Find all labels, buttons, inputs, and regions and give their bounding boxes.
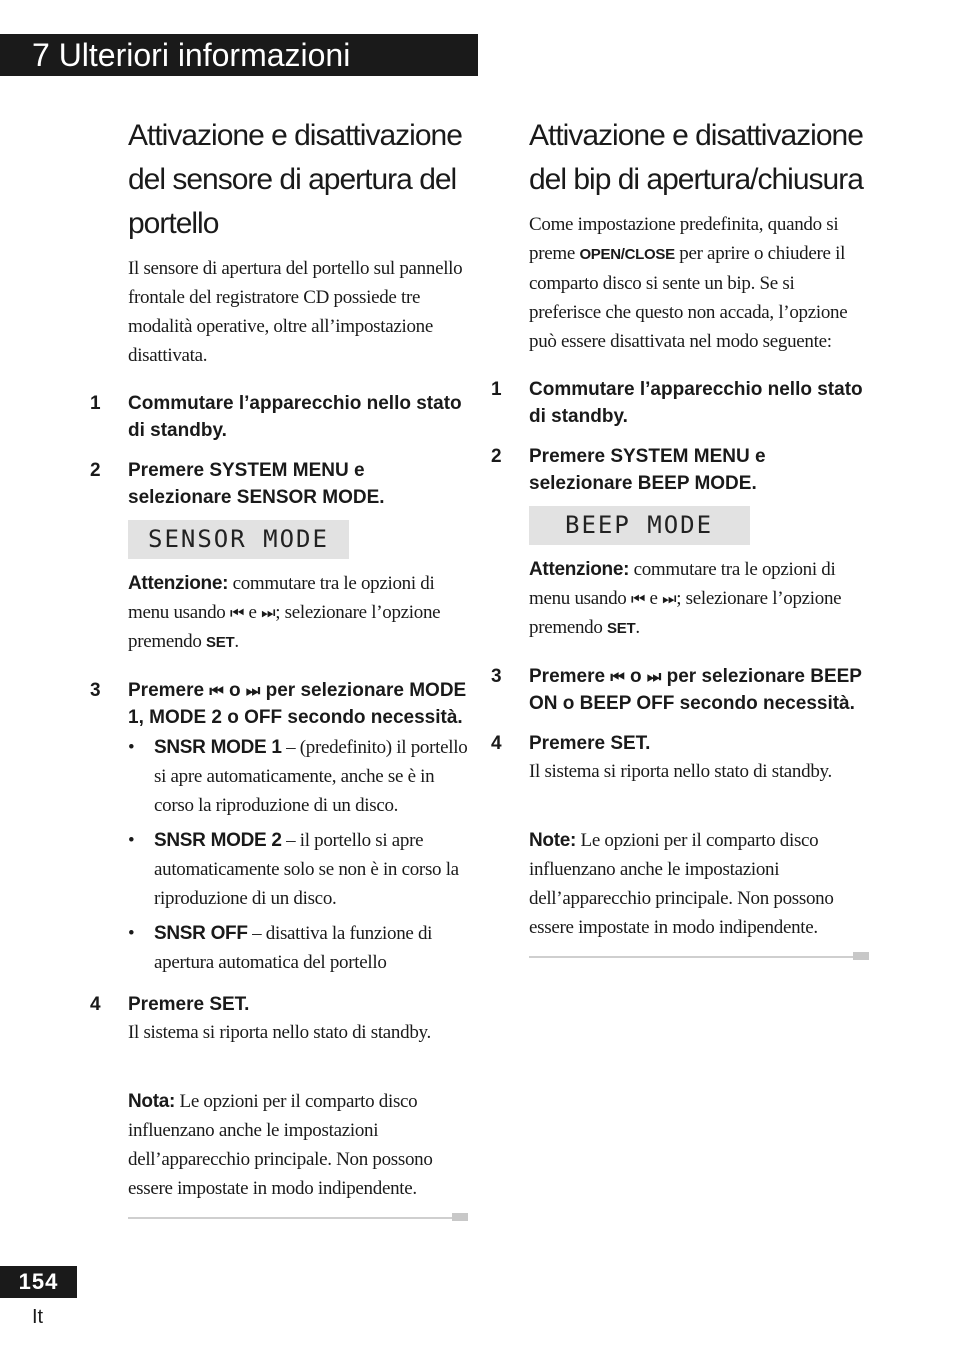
step-title [128,677,468,731]
set-key: SET [607,620,636,637]
step-title: Commutare l’apparecchio nello stato di standby. [128,393,462,441]
step-title-part: Premere [128,680,205,701]
mode-label: SNSR MODE 2 [154,830,282,851]
note-text [128,1087,468,1203]
step-2 [491,443,869,643]
attention-label: Attenzione: [529,559,630,580]
page-number: 154 [0,1266,77,1298]
step-title-part: per selezionare BEEP ON o BEEP OFF secondo necessità. [529,666,862,714]
skip-forward-icon: ⏭ [662,589,677,608]
step-title: Commutare l’apparecchio nello stato di standby. [529,379,863,427]
skip-back-icon: ⏮ [610,667,625,686]
step-number: 3 [90,680,101,701]
open-close-key: OPEN/CLOSE [579,246,675,263]
step-body: Il sistema si riporta nello stato di standby. [128,1022,431,1043]
right-column [491,114,869,960]
step-title-part: Premere [529,666,606,687]
step-title-part: o [229,680,241,701]
attention-part-a: commutare tra le opzioni di menu usando [128,573,435,623]
chapter-header [0,34,478,76]
section-title-sensor: Attivazione e disattivazione del sensore di apertura del portello [128,119,462,240]
note-body: Le opzioni per il comparto disco influenzano anche le impostazioni dell’apparecchio principale. Non possono essere impostate in modo indipendente. [128,1091,433,1199]
step-title: Premere SET. [128,994,250,1015]
step-1 [491,376,869,430]
lcd-display: SENSOR MODE [128,520,349,559]
section-end-rule [529,952,869,960]
note-label: Nota: [128,1091,176,1112]
list-item [128,826,468,913]
intro-part: Come impostazione predefinita, quando si preme [529,214,839,264]
skip-forward-icon: ⏭ [646,667,662,686]
attention-end: . [635,617,640,638]
mode-label: SNSR MODE 1 [154,737,282,758]
step-number: 1 [90,393,101,414]
step-number: 2 [491,446,502,467]
step-number: 3 [491,666,502,687]
step-title: Premere SET. [529,733,651,754]
rule-line [529,956,869,958]
step-number: 4 [90,994,101,1015]
step-1 [90,390,468,444]
mode-text: – disattiva la funzione di apertura automatica del portello [154,923,433,973]
list-item [128,733,468,820]
step-number: 4 [491,733,502,754]
skip-back-icon: ⏮ [229,603,245,622]
note-body: Le opzioni per il comparto disco influenzano anche le impostazioni dell’apparecchio principale. Non possono essere impostate in modo indipendente. [529,830,834,938]
rule-line [128,1217,468,1219]
list-item [128,919,468,977]
set-key: SET [206,634,235,651]
lcd-display: BEEP MODE [529,506,750,545]
attention-part-c: ; selezionare l’opzione premendo [128,602,441,652]
rule-marker [853,952,869,960]
bullet: • [128,737,135,758]
attention-part-a: commutare tra le opzioni di menu usando [529,559,836,609]
left-column [90,114,468,1221]
section-title-beep: Attivazione e disattivazione del bip di apertura/chiusura [529,119,863,196]
intro-part: per aprire o chiudere il comparto disco si sente un bip. Se si preferisce che questo non accada, l’opzione può essere disattivata nel modo seguente: [529,243,848,352]
skip-forward-icon: ⏭ [245,681,261,700]
skip-back-icon: ⏮ [209,681,224,700]
attention-end: . [234,631,239,652]
skip-back-icon: ⏮ [630,589,646,608]
bullet: • [128,923,135,944]
attention-label: Attenzione: [128,573,229,594]
step-title: Premere SYSTEM MENU e selezionare SENSOR MODE. [128,460,385,508]
mode-list [128,733,468,977]
step-title: Premere SYSTEM MENU e selezionare BEEP MODE. [529,446,766,494]
attention-part-c: ; selezionare l’opzione premendo [529,588,842,638]
step-title-part: per selezionare MODE 1, MODE 2 o OFF secondo necessità. [128,680,467,728]
step-3 [90,677,468,977]
step-4 [90,991,468,1047]
step-number: 2 [90,460,101,481]
step-number: 1 [491,379,502,400]
step-title [529,663,869,717]
chapter-title: 7 Ulteriori informazioni [32,37,351,73]
mode-label: SNSR OFF [154,923,248,944]
attention-part-b: e [248,602,257,623]
step-2 [90,457,468,657]
step-title-part: o [630,666,642,687]
intro-text: Il sensore di apertura del portello sul pannello frontale del registratore CD possiede tre modalità operative, oltre all’impostazione disattivata. [128,258,463,366]
rule-marker [452,1213,468,1221]
language-code: It [32,1306,44,1328]
section-end-rule [128,1213,468,1221]
mode-text: – (predefinito) il portello si apre automaticamente, anche se è in corso la riproduzione di un disco. [154,737,468,816]
step-3 [491,663,869,717]
intro-text [529,210,869,356]
note-label: Note: [529,830,577,851]
step-4 [491,730,869,786]
step-body: Il sistema si riporta nello stato di standby. [529,761,832,782]
attention-text [128,569,468,657]
attention-text [529,555,869,643]
attention-part-b: e [649,588,658,609]
bullet: • [128,830,135,851]
mode-text: – il portello si apre automaticamente solo se non è in corso la riproduzione di un disco. [154,830,459,909]
note-text [529,826,869,942]
skip-forward-icon: ⏭ [261,603,276,622]
